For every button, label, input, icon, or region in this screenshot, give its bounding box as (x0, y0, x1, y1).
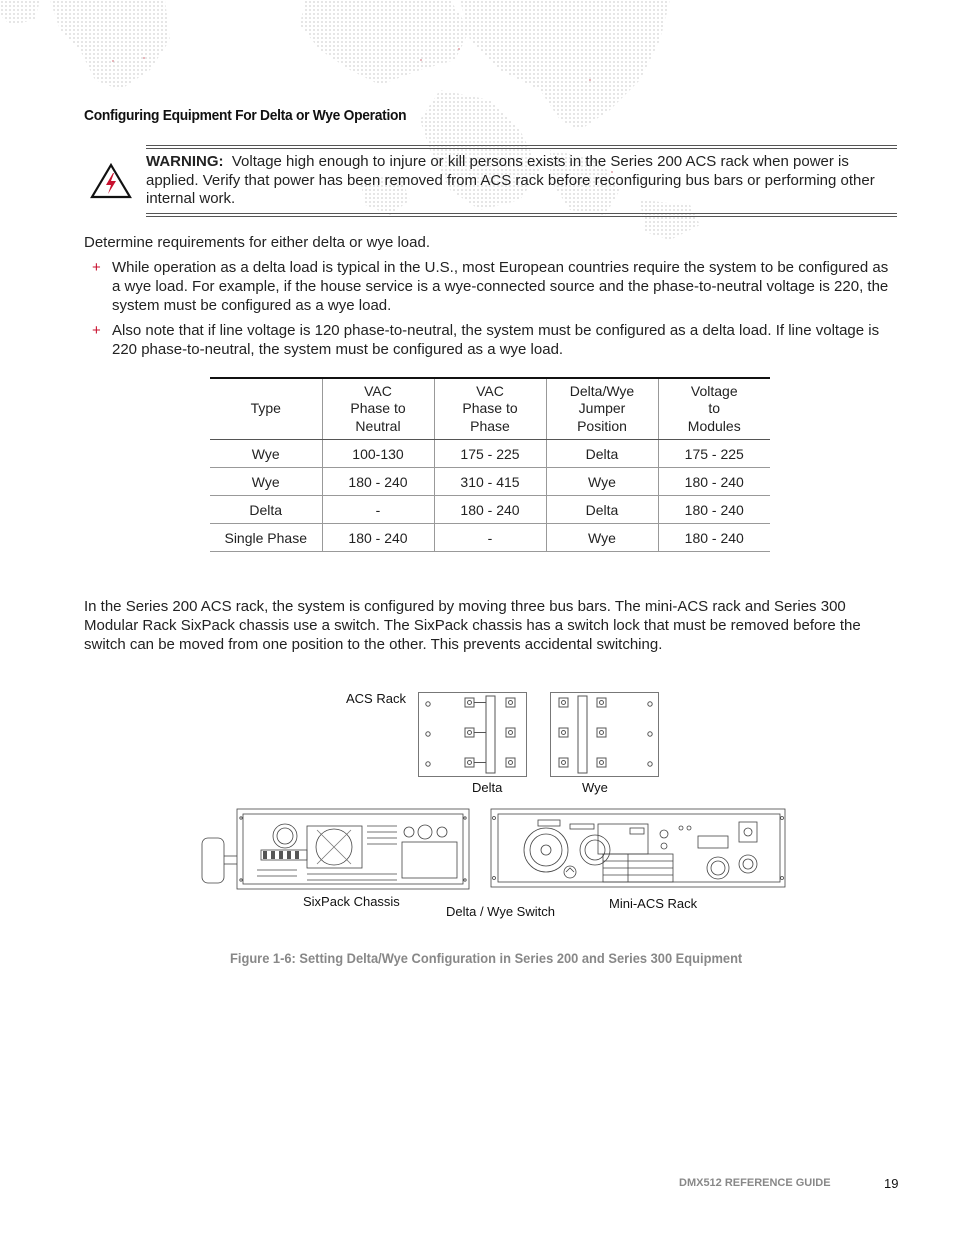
table-row (210, 524, 770, 552)
bullet-marker: + (92, 259, 101, 276)
wye-label: Wye (582, 780, 608, 795)
configuration-table (210, 377, 770, 552)
table-row (210, 496, 770, 524)
table-header: VAC Phase to Phase (434, 378, 546, 440)
body-paragraph: In the Series 200 ACS rack, the system is configured by moving three bus bars. The mini-ACS rack and Series 300 Modular Rack SixPack chassis use a switch. The SixPack chassis has a switch lock that must be removed before the switch can be moved from one position to the other. This prevents accidental switching. (84, 598, 861, 653)
table-cell: - (434, 524, 546, 552)
table-cell: Wye (546, 468, 658, 496)
table-row (210, 440, 770, 468)
warning-text (146, 153, 891, 209)
bullet-item (84, 258, 896, 315)
table-header: Voltage to Modules (658, 378, 770, 440)
mini-acs-rack-label: Mini-ACS Rack (609, 896, 698, 911)
table-cell: Wye (546, 524, 658, 552)
sixpack-chassis-label: SixPack Chassis (303, 894, 400, 909)
table-cell: 180 - 240 (658, 524, 770, 552)
table-cell: Wye (210, 440, 322, 468)
table-row (210, 468, 770, 496)
table-cell: 180 - 240 (434, 496, 546, 524)
table-cell: - (322, 496, 434, 524)
table-header: VAC Phase to Neutral (322, 378, 434, 440)
table-cell: Wye (210, 468, 322, 496)
table-cell: 180 - 240 (658, 496, 770, 524)
table-cell: 180 - 240 (658, 468, 770, 496)
table-header: Type (210, 378, 322, 440)
delta-busbar-diagram (418, 692, 528, 778)
table-cell: 100-130 (322, 440, 434, 468)
table-cell: 175 - 225 (658, 440, 770, 468)
mini-acs-rack-diagram (488, 806, 788, 892)
bullet-marker: + (92, 322, 101, 339)
figure-caption: Figure 1-6: Setting Delta/Wye Configuration in Series 200 and Series 300 Equipment (230, 950, 743, 966)
page-number: 19 (884, 1176, 899, 1191)
table-cell: Delta (546, 440, 658, 468)
table-header-row (210, 378, 770, 440)
table-cell: 180 - 240 (322, 468, 434, 496)
table-cell: 180 - 240 (322, 524, 434, 552)
delta-wye-switch-label: Delta / Wye Switch (446, 904, 555, 919)
footer-guide-title: DMX512 REFERENCE GUIDE (679, 1177, 831, 1189)
wye-busbar-diagram (550, 692, 660, 778)
table-cell: Delta (210, 496, 322, 524)
intro-text: Determine requirements for either delta or wye load. (84, 234, 430, 251)
table-header: Delta/Wye Jumper Position (546, 378, 658, 440)
sixpack-chassis-diagram (197, 806, 472, 892)
section-title: Configuring Equipment For Delta or Wye Operation (84, 107, 407, 124)
warning-body: Voltage high enough to injure or kill persons exists in the Series 200 ACS rack when power is applied. Verify that power has been removed from ACS rack before reconfiguring bus bars or performing other internal work. (146, 153, 875, 207)
table-cell: Delta (546, 496, 658, 524)
acs-rack-label: ACS Rack (346, 691, 406, 706)
warning-icon (90, 163, 132, 199)
delta-label: Delta (472, 780, 503, 795)
bullet-text: While operation as a delta load is typical in the U.S., most European countries require the system to be configured as a wye load. For example, if the house service is a wye-connected source and the phase-to-neutral voltage is 220, the system must be configured as a wye load. (112, 259, 889, 314)
table-cell: 175 - 225 (434, 440, 546, 468)
bullet-text: Also note that if line voltage is 120 phase-to-neutral, the system must be configured as a delta load. If line voltage is 220 phase-to-neutral, the system must be configured as a wye load. (112, 322, 880, 358)
warning-label: WARNING: (146, 153, 224, 170)
bullet-item (84, 321, 896, 359)
table-cell: 310 - 415 (434, 468, 546, 496)
table-cell: Single Phase (210, 524, 322, 552)
